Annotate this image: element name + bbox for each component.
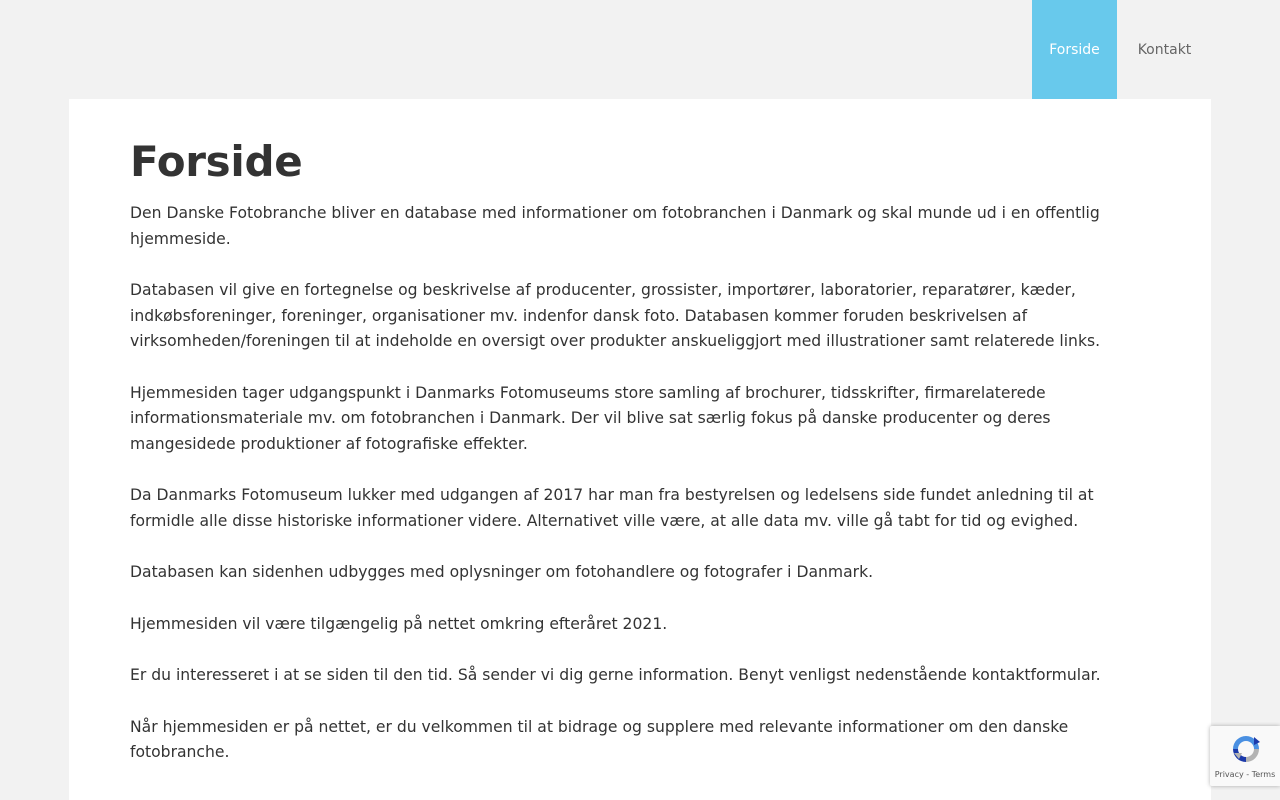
- paragraph: Hjemmesiden tager udgangspunkt i Danmarks Fotomuseums store samling af brochurer, tidsskrifter, firmarelaterede informationsmateriale mv. om fotobranchen i Danmark. Der vil blive sat særlig fokus på danske producenter og deres mangesidede produktioner af fotografiske effekter.: [130, 383, 1051, 453]
- page-title: Forside: [130, 137, 303, 186]
- paragraph: Databasen kan sidenhen udbygges med oplysninger om fotohandlere og fotografer i Danmark.: [130, 563, 874, 581]
- nav-item-label: Forside: [1049, 41, 1100, 58]
- nav-item-label: Kontakt: [1137, 41, 1192, 58]
- paragraph: Den Danske Fotobranche bliver en database med informationer om fotobranchen i Danmark og skal munde ud i en offentlig hjemmeside.: [130, 204, 1100, 248]
- terms-link[interactable]: Terms: [1251, 770, 1276, 779]
- paragraph: Når hjemmesiden er på nettet, er du velkommen til at bidrage og supplere med relevante informationer om den danske fotobranche.: [130, 717, 1069, 761]
- nav-item-forside[interactable]: [1032, 0, 1117, 99]
- recaptcha-links: [1210, 770, 1280, 779]
- article: [130, 137, 1160, 792]
- site-header: [0, 0, 1280, 99]
- content-panel: [69, 99, 1211, 800]
- paragraph: Databasen vil give en fortegnelse og beskrivelse af producenter, grossister, importører, laboratorier, reparatører, kæder, indkøbsforeninger, foreninger, organisationer mv. indenfor dansk foto. Databasen kommer foruden beskrivelsen af virksomheden/foreningen til at indeholde en oversigt over produkter anskueliggjort med illustrationer samt relaterede links.: [130, 281, 1101, 350]
- paragraph: Da Danmarks Fotomuseum lukker med udgangen af 2017 har man fra bestyrelsen og ledelsens side fundet anledning til at formidle alle disse historiske informationer videre. Alternativet ville være, at alle data mv. ville gå tabt for tid og evighed.: [130, 486, 1094, 530]
- paragraph: Hjemmesiden vil være tilgængelig på nettet omkring efteråret 2021.: [130, 614, 668, 633]
- recaptcha-badge[interactable]: [1210, 726, 1280, 786]
- nav-item-kontakt[interactable]: [1117, 0, 1212, 99]
- main-nav: [1032, 0, 1212, 99]
- paragraph: Er du interesseret i at se siden til den tid. Så sender vi dig gerne information. Benyt venligst nedenstående kontaktformular.: [130, 666, 1101, 684]
- link-separator: -: [1243, 770, 1252, 779]
- recaptcha-icon: [1230, 733, 1262, 765]
- privacy-link[interactable]: Privacy: [1214, 770, 1244, 779]
